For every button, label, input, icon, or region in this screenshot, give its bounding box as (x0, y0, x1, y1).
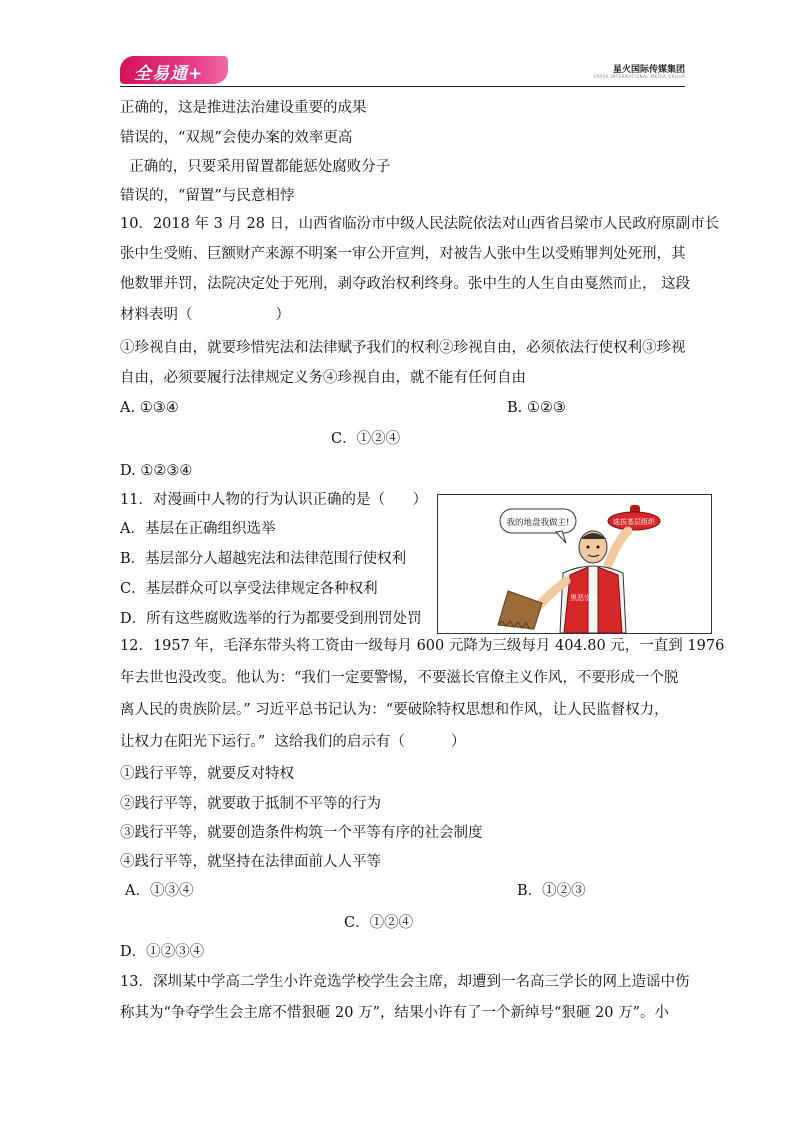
speech-bubble-text: 我的地盘我做主! (506, 518, 570, 528)
prev-option-line: 错误的，“留置”与民意相悖 (120, 188, 295, 204)
q12-stem-line: 让权力在阳光下运行。” 这给我们的启示有（ ） (120, 734, 466, 750)
q10-stem-line: 10．2018 年 3 月 28 日，山西省临汾市中级人民法院依法对山西省吕梁市人民政府原副市长 (120, 216, 720, 232)
prev-option-line: 正确的，只要采用留置都能惩处腐败分子 (120, 159, 391, 175)
logo (120, 56, 228, 84)
q12-statement-line: ①践行平等，就要反对特权 (120, 766, 294, 782)
q13-stem-line: 13．深圳某中学高二学生小许竞选学校学生会主席，却遭到一名高三学长的网上造谣中伤 (120, 974, 690, 990)
q12-option-b: B．①②③ (517, 883, 586, 899)
q10-option-d: D. ①②③④ (120, 463, 193, 479)
stamp-label: 选拔基层组织 (613, 518, 655, 526)
q10-option-a: A. ①③④ (120, 400, 179, 416)
q11-option-a: A．基层在正确组织选举 (120, 521, 276, 537)
q11-option-b: B．基层部分人超越宪法和法律范围行使权利 (120, 551, 407, 567)
page-header (120, 56, 685, 88)
q11-option-c: C．基层群众可以享受法律规定各种权利 (120, 581, 378, 597)
q12-option-a: A．①③④ (125, 883, 194, 899)
brand-name: 星火国际传媒集团 (612, 65, 685, 75)
header-divider (120, 86, 685, 87)
vest-label: 黑恶宗族 (570, 594, 598, 602)
q12-stem-line: 12．1957 年，毛泽东带头将工资由一级每月 600 元降为三级每月 404.80 元，一直到 1976 (120, 638, 725, 654)
cartoon-illustration (438, 495, 711, 633)
q10-stem-line: 材料表明（ ） (120, 307, 290, 323)
q12-option-c: C．①②④ (344, 915, 414, 931)
prev-option-line: 错误的，“双规”会使办案的效率更高 (120, 130, 353, 146)
q10-statement-line: ①珍视自由，就要珍惜宪法和法律赋予我们的权利②珍视自由，必须依法行使权利③珍视 (120, 340, 686, 356)
q12-option-d: D．①②③④ (120, 944, 205, 960)
q12-stem-line: 年去世也没改变。他认为：“我们一定要警惕，不要滋长官僚主义作风，不要形成一个脱 (120, 670, 679, 686)
prev-option-line: 正确的，这是推进法治建设重要的成果 (120, 100, 367, 116)
q12-statement-line: ③践行平等，就要创造条件构筑一个平等有序的社会制度 (120, 825, 483, 841)
q10-stem-line: 张中生受贿、巨额财产来源不明案一审公开宣判，对被告人张中生以受贿罪判处死刑，其 (120, 246, 686, 262)
q10-option-c: C．①②④ (331, 431, 401, 447)
q11-option-d: D．所有这些腐败选举的行为都要受到刑罚处罚 (120, 611, 422, 627)
logo-text: 全易通+ (134, 64, 204, 84)
q12-statement-line: ④践行平等，就坚持在法律面前人人平等 (120, 854, 381, 870)
q12-stem-line: 离人民的贵族阶层。” 习近平总书记认为：“要破除特权思想和作风，让人民监督权力， (120, 702, 669, 718)
q12-statement-line: ②践行平等，就要敢于抵制不平等的行为 (120, 796, 381, 812)
q13-stem-line: 称其为“争夺学生会主席不惜狠砸 20 万”，结果小许有了一个新绰号“狠砸 20 万”。小 (120, 1005, 669, 1021)
q10-statement-line: 自由，必须要履行法律规定义务④珍视自由，就不能有任何自由 (120, 370, 526, 386)
cartoon-image (437, 494, 712, 634)
q10-stem-line: 他数罪并罚，法院决定处于死刑，剥夺政治权利终身。张中生的人生自由戛然而止， 这段 (120, 276, 691, 292)
q10-option-b: B. ①②③ (507, 400, 566, 416)
q11-stem: 11．对漫画中人物的行为认识正确的是（ ） (120, 492, 428, 508)
brand-subtitle: SPARK INTERNATIONAL MEDIA GROUP (593, 74, 685, 79)
